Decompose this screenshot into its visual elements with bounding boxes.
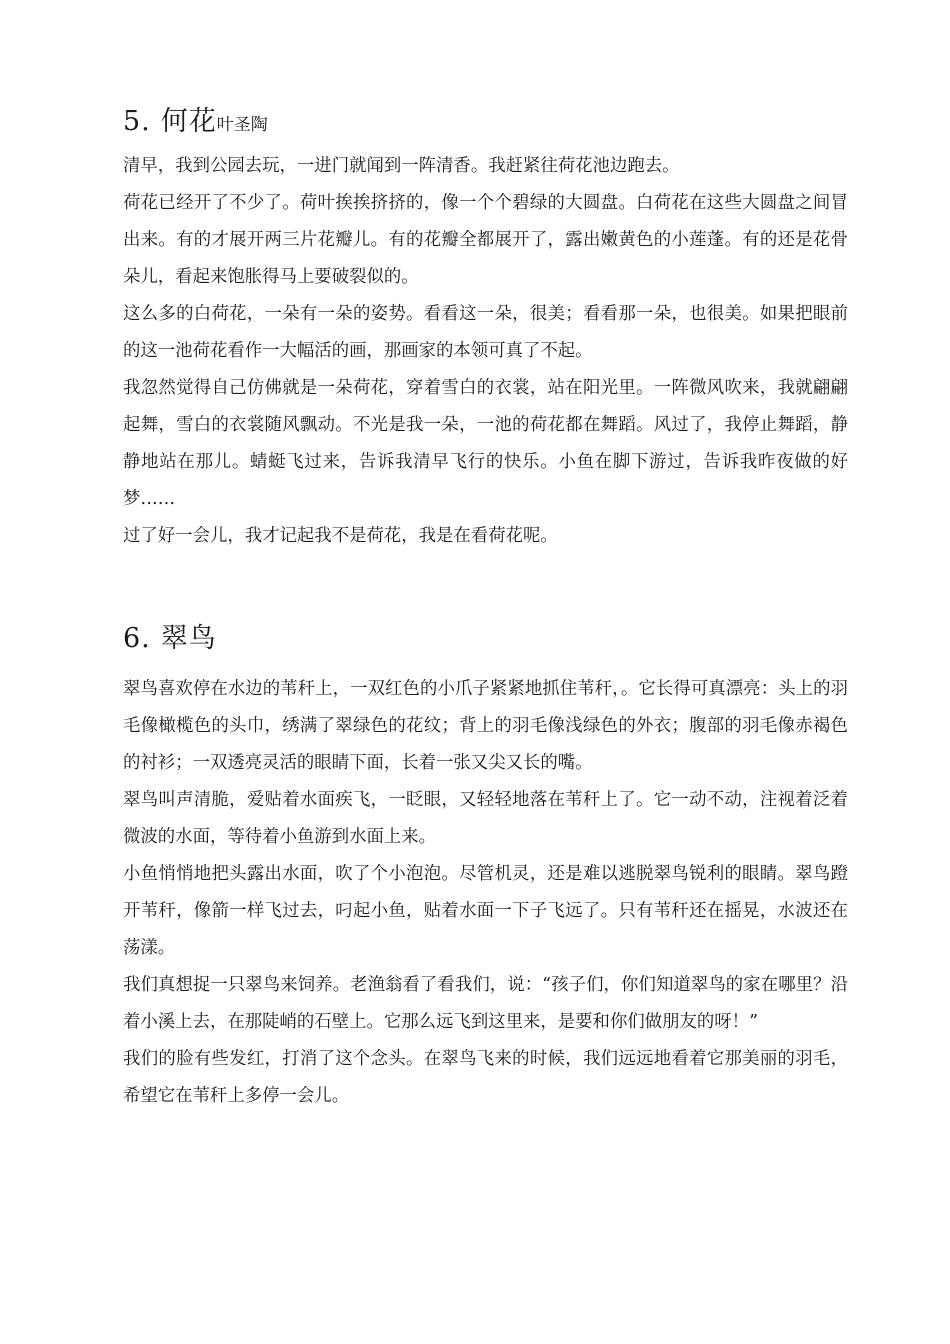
paragraph: 荷花已经开了不少了。荷叶挨挨挤挤的，像一个个碧绿的大圆盘。白荷花在这些大圆盘之间冒出来。有的才展开两三片花瓣儿。有的花瓣全都展开了，露出嫩黄色的小莲蓬。有的还是花骨朵儿，看起来饱胀得马上要破裂似的。 bbox=[123, 193, 848, 287]
section-lotus bbox=[123, 100, 848, 555]
section-title-text: 何花 bbox=[160, 106, 217, 137]
paragraph: 这么多的白荷花，一朵有一朵的姿势。看看这一朵，很美；看看那一朵，也很美。如果把眼前的这一池荷花看作一大幅活的画，那画家的本领可真了不起。 bbox=[123, 304, 848, 361]
paragraph: 我们的脸有些发红，打消了这个念头。在翠鸟飞来的时候，我们远远地看着它那美丽的羽毛，希望它在苇秆上多停一会儿。 bbox=[123, 1049, 848, 1106]
paragraph: 我们真想捉一只翠鸟来饲养。老渔翁看了看我们，说：“孩子们，你们知道翠鸟的家在哪里？沿着小溪上去，在那陡峭的石壁上。它那么远飞到这里来，是要和你们做朋友的呀！” bbox=[123, 975, 848, 1032]
paragraph: 翠鸟叫声清脆，爱贴着水面疾飞，一眨眼，又轻轻地落在苇秆上了。它一动不动，注视着泛着微波的水面，等待着小鱼游到水面上来。 bbox=[123, 790, 848, 847]
section-title-text: 翠鸟 bbox=[160, 623, 217, 654]
paragraph: 过了好一会儿，我才记起我不是荷花，我是在看荷花呢。 bbox=[123, 526, 558, 546]
section-author: 叶圣陶 bbox=[216, 115, 268, 135]
paragraph: 清早，我到公园去玩，一进门就闻到一阵清香。我赶紧往荷花池边跑去。 bbox=[123, 156, 680, 176]
document-page bbox=[123, 100, 848, 1115]
paragraph: 小鱼悄悄地把头露出水面，吹了个小泡泡。尽管机灵，还是难以逃脱翠鸟锐利的眼睛。翠鸟蹬开苇秆，像箭一样飞过去，叼起小鱼，贴着水面一下子飞远了。只有苇秆还在摇晃，水波还在荡漾。 bbox=[123, 864, 848, 958]
section-number: 5. bbox=[123, 106, 151, 137]
section-title bbox=[123, 617, 848, 661]
section-kingfisher bbox=[123, 617, 848, 1115]
paragraph: 翠鸟喜欢停在水边的苇秆上，一双红色的小爪子紧紧地抓住苇秆，。它长得可真漂亮：头上的羽毛像橄榄色的头巾，绣满了翠绿色的花纹；背上的羽毛像浅绿色的外衣；腹部的羽毛像赤褐色的衬衫；一双透亮灵活的眼睛下面，长着一张又尖又长的嘴。 bbox=[123, 679, 848, 773]
paragraph: 我忽然觉得自己仿佛就是一朵荷花，穿着雪白的衣裳，站在阳光里。一阵微风吹来，我就翩翩起舞，雪白的衣裳随风飘动。不光是我一朵，一池的荷花都在舞蹈。风过了，我停止舞蹈，静静地站在那儿。蜻蜓飞过来，告诉我清早飞行的快乐。小鱼在脚下游过，告诉我昨夜做的好梦…… bbox=[123, 378, 848, 509]
section-number: 6. bbox=[123, 623, 151, 654]
section-title bbox=[123, 100, 848, 147]
